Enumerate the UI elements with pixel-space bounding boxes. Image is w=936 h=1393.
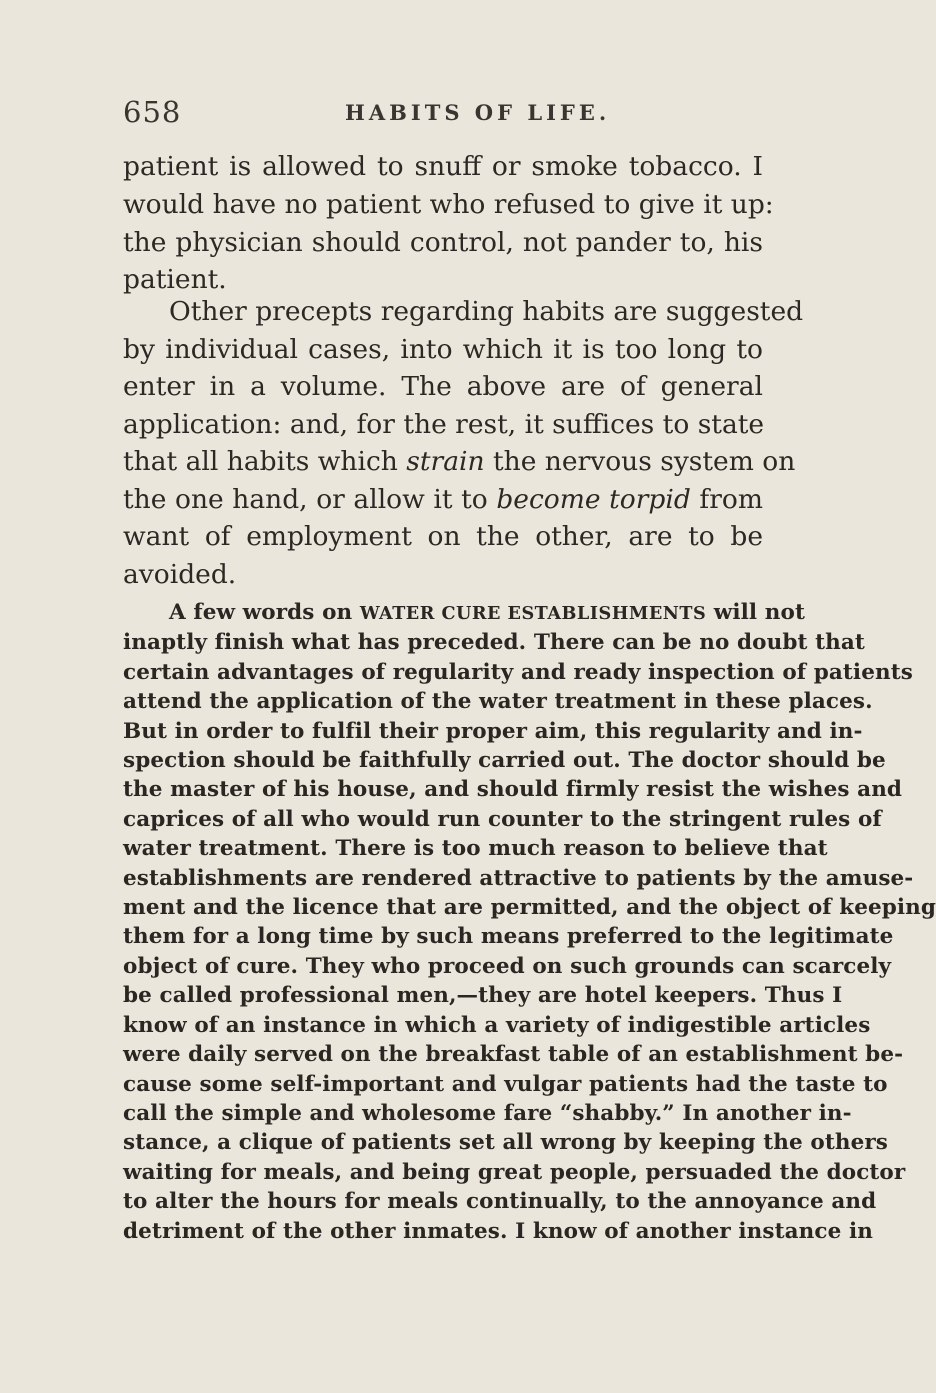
paragraph-3 [123,598,936,1246]
text-run: A few words on [169,600,360,625]
text-line: to alter the hours for meals continually, to the annoyance and [123,1189,877,1215]
text-line: establishments are rendered attractive to patients by the amuse- [123,865,914,891]
text-run: from [690,483,763,515]
text-line: cause some self-important and vulgar patients had the taste to [123,1071,888,1097]
text-line [123,598,805,628]
text-line: object of cure. They who proceed on such grounds can scarcely [123,953,892,979]
text-line: caprices of all who would run counter to the stringent rules of [123,806,882,832]
paragraph-1 [123,148,774,299]
text-line: certain advantages of regularity and ready inspection of patients [123,659,913,685]
text-line: be called professional men,—they are hotel keepers. Thus I [123,983,843,1009]
text-line: would have no patient who refused to give it up: [123,188,774,220]
text-line: by individual cases, into which it is too long to [123,333,763,365]
text-line: But in order to fulfil their proper aim, this regularity and in- [123,718,863,744]
text-line: waiting for meals, and being great people, persuaded the doctor [123,1159,906,1185]
text-line: enter in a volume. The above are of general [123,371,763,402]
text-line: ment and the licence that are permitted, and the object of keeping [123,895,936,921]
running-head [123,95,763,135]
text-run: that all habits which [123,446,407,477]
emphasis-text: strain [406,446,485,477]
emphasis-text: become torpid [496,483,691,515]
text-line: patient is allowed to snuff or smoke tobacco. I [123,151,763,182]
text-line: call the simple and wholesome fare “shabby.” In another in- [123,1100,852,1126]
text-line [123,443,796,481]
page-number: 658 [123,95,182,129]
text-line: water treatment. There is too much reason to believe that [123,836,828,862]
text-line: want of employment on the other, are to be [123,521,763,552]
text-line: were daily served on the breakfast table of an establishment be- [123,1042,904,1068]
text-line: the master of his house, and should firmly resist the wishes and [123,777,903,803]
text-line [123,481,763,519]
text-line: application: and, for the rest, it suffices to state [123,408,765,440]
text-run: the one hand, or allow it to [123,483,497,515]
text-line: spection should be faithfully carried out. The doctor should be [123,748,886,774]
running-title: HABITS OF LIFE. [345,100,611,125]
paragraph-2 [123,293,804,593]
text-line: know of an instance in which a variety of indigestible articles [123,1012,871,1038]
text-run: the nervous system on [484,446,796,477]
text-line: them for a long time by such means preferred to the legitimate [123,924,894,950]
text-run: will not [706,600,805,625]
text-line: avoided. [123,558,237,590]
text-line: Other precepts regarding habits are suggested [169,296,804,327]
text-line: the physician should control, not pander to, his [123,226,763,258]
text-line: inaptly finish what has preceded. There can be no doubt that [123,630,865,656]
text-line: patient. [123,264,227,296]
text-line: detriment of the other inmates. I know of another instance in [123,1218,873,1244]
small-caps-heading: WATER CURE ESTABLISHMENTS [359,603,707,624]
text-line: stance, a clique of patients set all wrong by keeping the others [123,1130,889,1156]
text-line: attend the application of the water treatment in these places. [123,689,873,715]
